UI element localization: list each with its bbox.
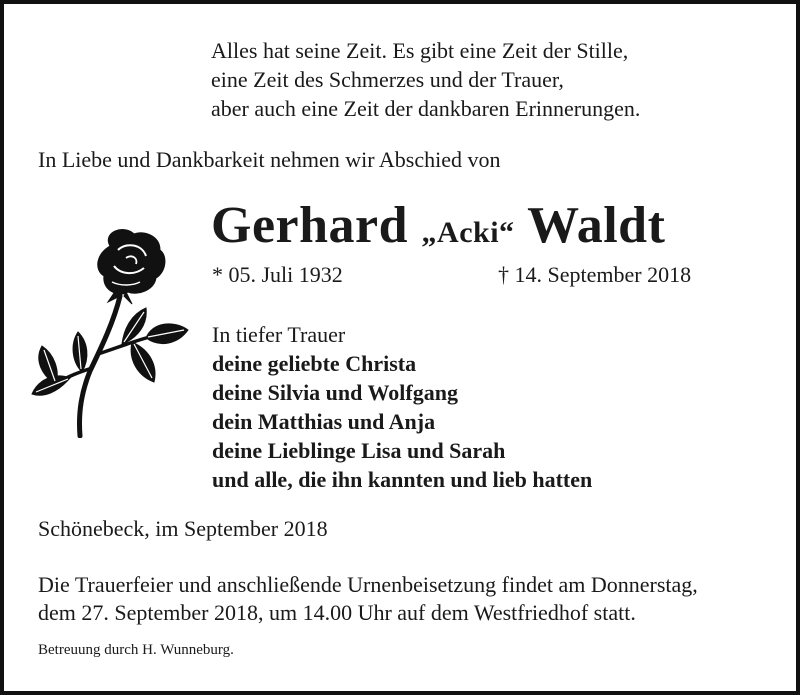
rose-icon <box>28 226 200 438</box>
funeral-info <box>38 571 698 627</box>
last-name: Waldt <box>527 197 666 254</box>
death-date: † 14. September 2018 <box>498 262 692 287</box>
mourner-line: deine Silvia und Wolfgang <box>212 380 458 405</box>
motto-line: Alles hat seine Zeit. Es gibt eine Zeit der Stille, <box>211 38 629 63</box>
motto-line: eine Zeit des Schmerzes und der Trauer, <box>211 67 564 92</box>
birth-date: * 05. Juli 1932 <box>212 262 343 287</box>
funeral-line: dem 27. September 2018, um 14.00 Uhr auf dem Westfriedhof statt. <box>38 600 636 625</box>
deceased-name <box>211 197 666 254</box>
motto-verse <box>211 36 640 123</box>
mourner-line: und alle, die ihn kannten und lieb hatten <box>212 467 593 492</box>
mourners-block <box>212 320 592 494</box>
mourner-line: dein Matthias und Anja <box>212 409 436 434</box>
mourner-line: deine Lieblinge Lisa und Sarah <box>212 438 506 463</box>
funeral-line: Die Trauerfeier und anschließende Urnenbeisetzung findet am Donnerstag, <box>38 572 698 597</box>
mourners-heading: In tiefer Trauer <box>212 322 346 347</box>
first-name: Gerhard <box>211 197 409 254</box>
place-date: Schönebeck, im September 2018 <box>38 516 328 541</box>
mourner-line: deine geliebte Christa <box>212 351 417 376</box>
motto-line: aber auch eine Zeit der dankbaren Erinnerungen. <box>211 96 641 121</box>
intro-text: In Liebe und Dankbarkeit nehmen wir Abschied von <box>38 147 501 172</box>
care-note: Betreuung durch H. Wunneburg. <box>38 642 234 658</box>
nickname: „Acki“ <box>421 216 515 249</box>
